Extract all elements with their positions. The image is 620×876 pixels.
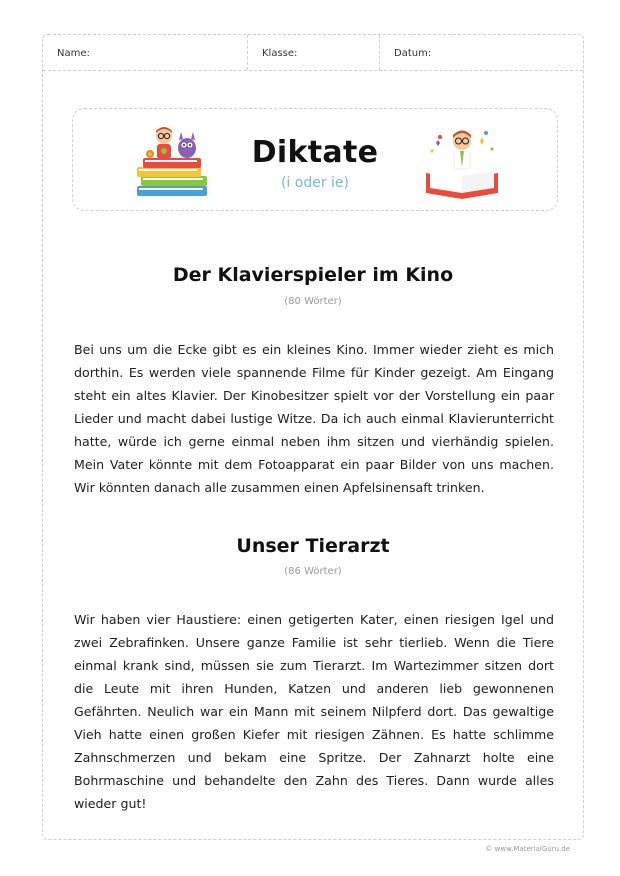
name-field[interactable] xyxy=(43,35,248,70)
section-title: Der Klavierspieler im Kino xyxy=(172,264,454,286)
word-count: (86 Wörter) xyxy=(284,566,342,577)
page-title: Diktate xyxy=(251,135,379,170)
page-subtitle: (i oder ie) xyxy=(280,175,350,191)
date-field[interactable] xyxy=(380,35,583,70)
date-label: Datum: xyxy=(394,48,432,59)
worksheet xyxy=(42,34,584,840)
boy-with-open-book-icon xyxy=(420,123,504,205)
word-count: (80 Wörter) xyxy=(284,296,342,307)
section-title: Unser Tierarzt xyxy=(236,535,390,557)
class-label: Klasse: xyxy=(262,48,298,59)
copyright-notice: © www.MaterialGuru.de xyxy=(485,845,570,853)
title-box xyxy=(72,108,558,211)
dictation-text: Bei uns um die Ecke gibt es ein kleines Kino. Immer wieder zieht es mich dorthin. Es werden viele spannende Filme für Kinder gezeigt. Am Eingang steht ein altes Klavier. Der Kinobesitzer spielt vor der Vorstellung ein paar Lieder und macht dabei lustige Witze. Da ich auch einmal Klavierunterricht hatte, würde ich gerne einmal neben ihm sitzen und vierhändig spielen. Mein Vater könnte mit dem Fotoapparat ein paar Bilder von uns machen. Wir könnten danach alle zusammen einen Apfelsinensaft trinken. xyxy=(74,342,554,495)
class-field[interactable] xyxy=(248,35,380,70)
header-fields xyxy=(43,35,583,71)
dictation-text: Wir haben vier Haustiere: einen getigerten Kater, einen riesigen Igel und zwei Zebrafinken. Unsere ganze Familie ist sehr tierlieb. Wenn die Tiere einmal krank sind, müssen sie zum Tierarzt. Im Wartezimmer sitzen dort die Leute mit ihren Hunden, Katzen und anderen lieb gewonnenen Gefährten. Neulich war ein Mann mit seinem Nilpferd dort. Das gewaltige Vieh hatte einen großen Kiefer mit riesigen Zähnen. Es hatte schlimme Zahnschmerzen und bekam eine Spritze. Der Zahnarzt holte eine Bohrmaschine und behandelte den Zahn des Tieres. Dann wurde alles wieder gut! xyxy=(74,612,554,811)
name-label: Name: xyxy=(57,48,90,59)
